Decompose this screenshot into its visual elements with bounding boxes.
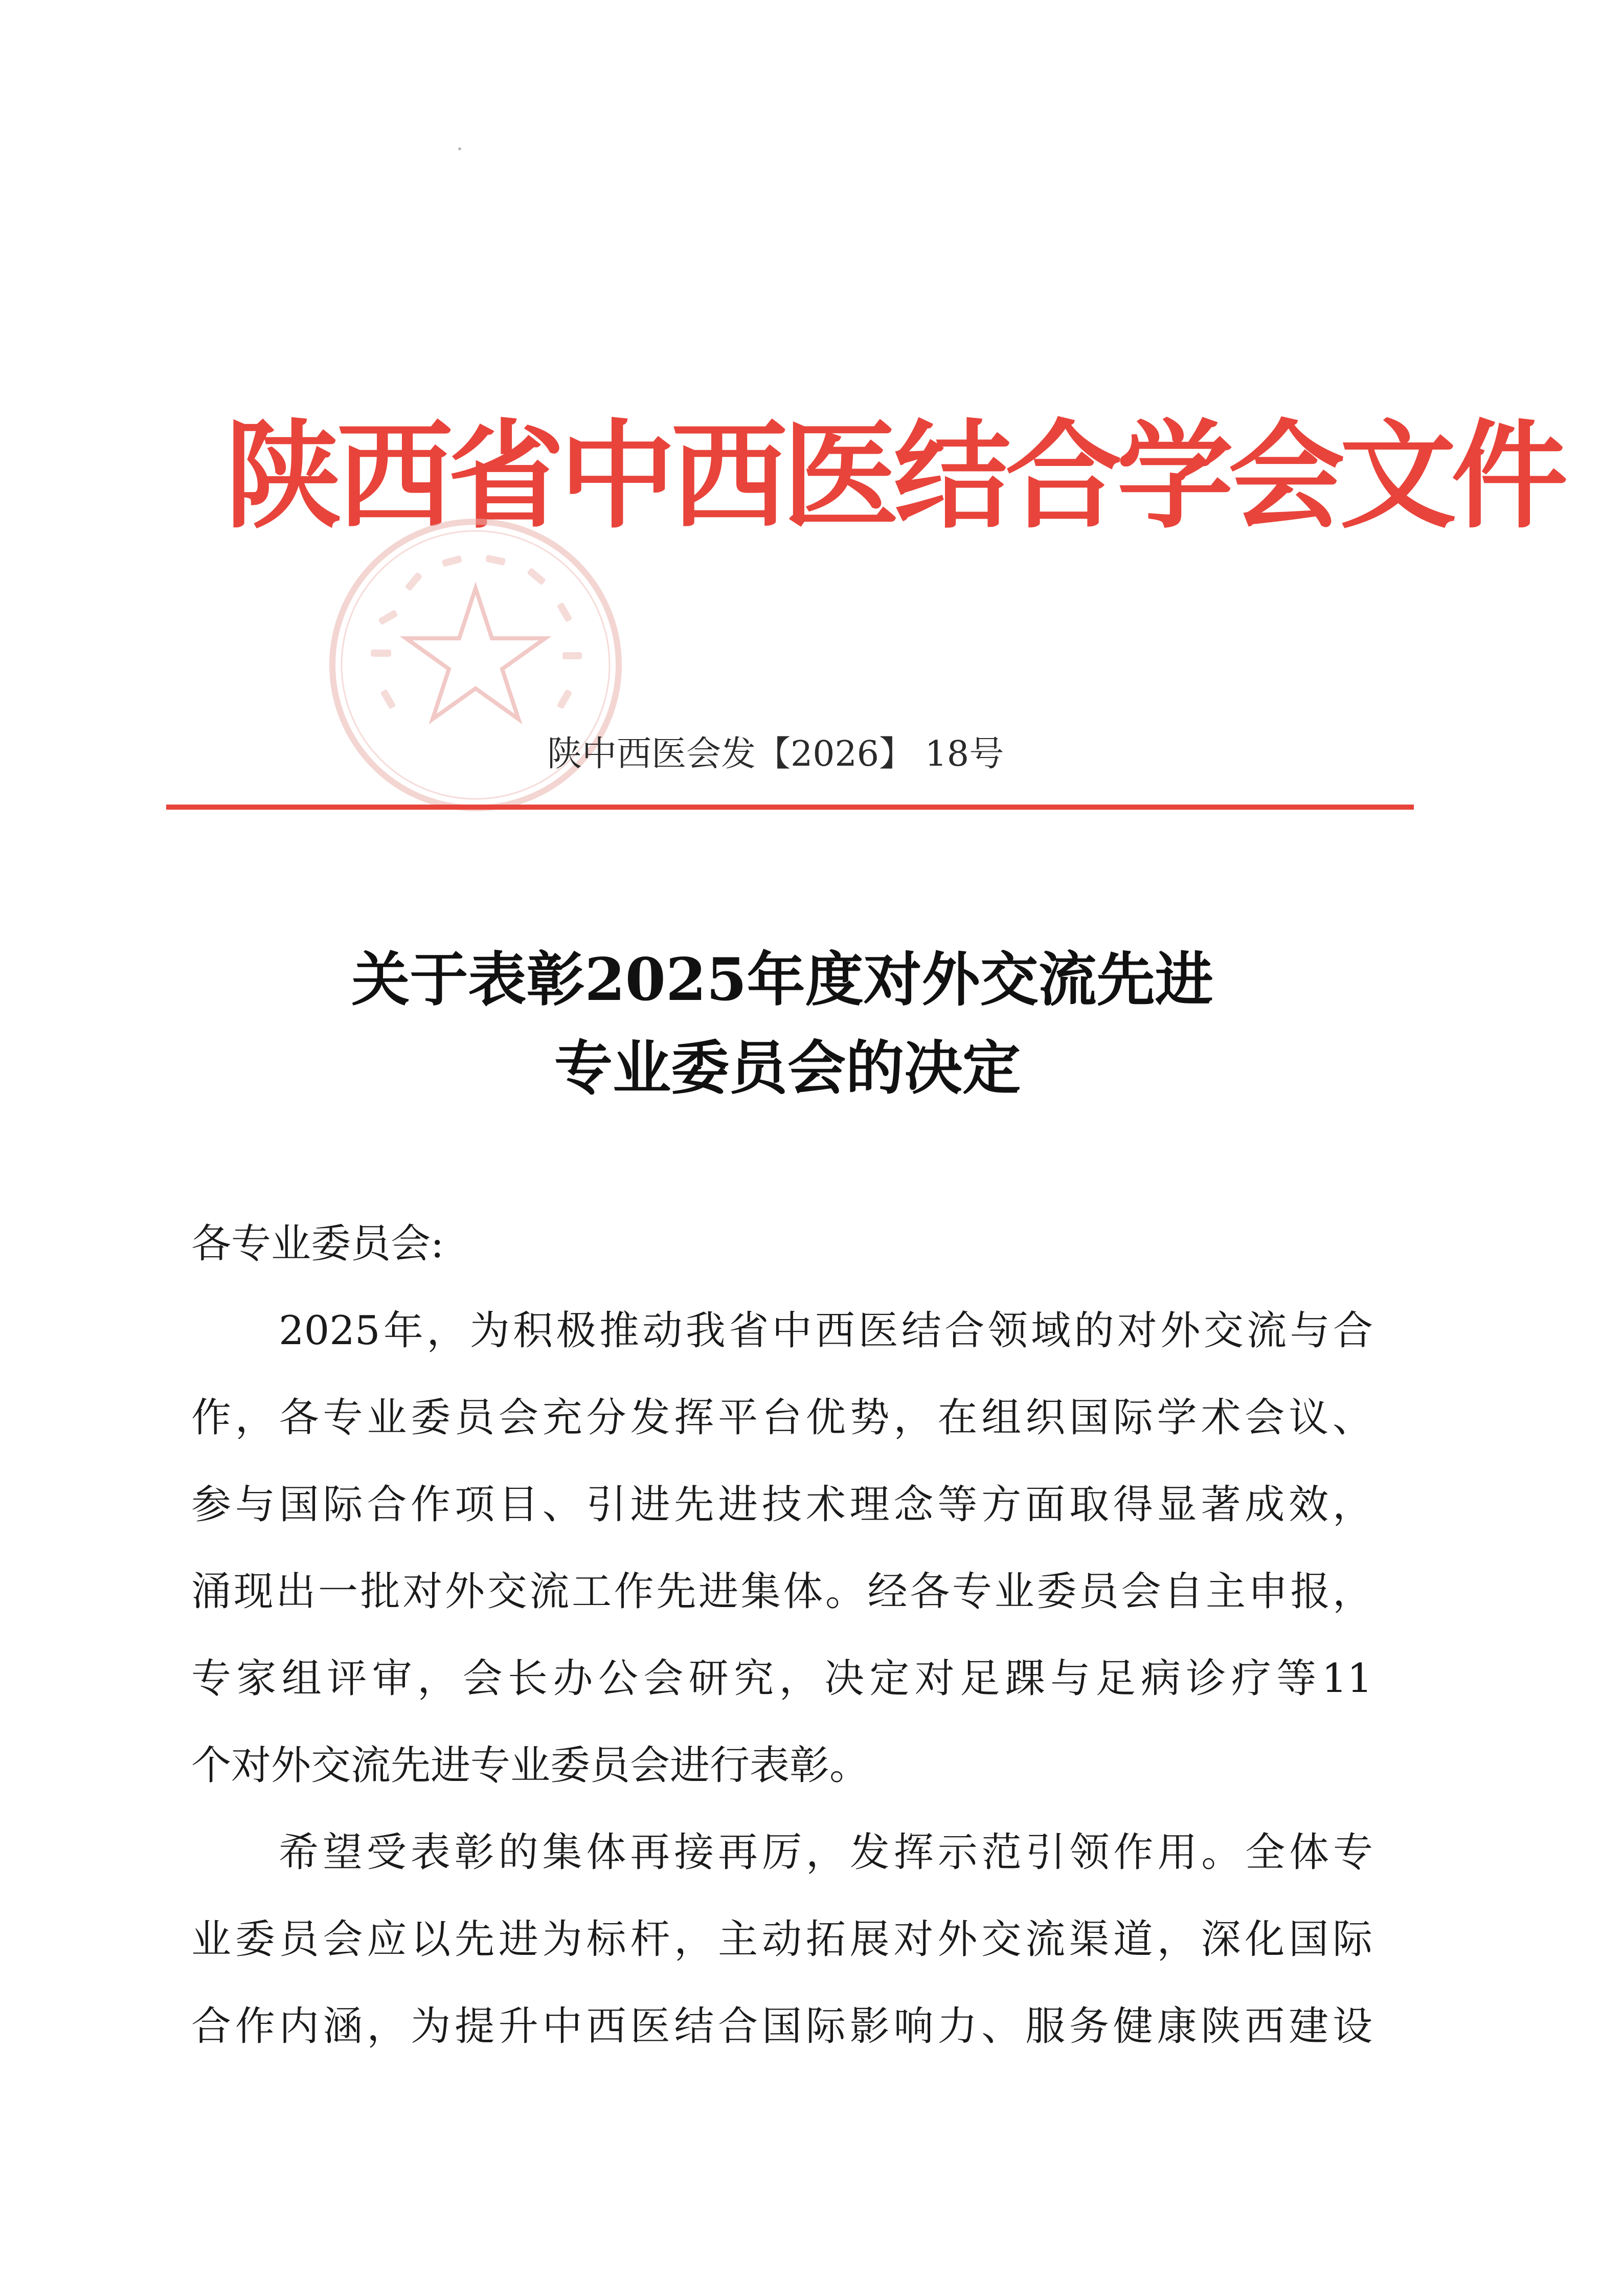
body-line: 个对外交流先进专业委员会进行表彰。 bbox=[191, 1743, 870, 1789]
body-line: 2025年，为积极推动我省中西医结合领域的对外交流与合 bbox=[279, 1308, 1373, 1354]
body-line: 希望受表彰的集体再接再厉，发挥示范引领作用。全体专 bbox=[279, 1830, 1373, 1876]
body-line: 参与国际合作项目、引进先进技术理念等方面取得显著成效， bbox=[191, 1482, 1372, 1528]
body-line: 作，各专业委员会充分发挥平台优势，在组织国际学术会议、 bbox=[191, 1395, 1372, 1441]
body-line: 业委员会应以先进为标杆，主动拓展对外交流渠道，深化国际 bbox=[191, 1916, 1372, 1963]
scan-speck bbox=[458, 147, 461, 150]
document-title-line-1: 关于表彰2025年度对外交流先进 bbox=[351, 945, 1213, 1014]
body-line: 专家组评审，会长办公会研究，决定对足踝与足病诊疗等11 bbox=[191, 1656, 1372, 1702]
document-title-line-2: 专业委员会的决定 bbox=[554, 1034, 1021, 1102]
red-divider-line bbox=[166, 805, 1414, 810]
body-line: 合作内涵，为提升中西医结合国际影响力、服务健康陕西建设 bbox=[191, 2003, 1372, 2049]
document-masthead: 陕西省中西医结合学会文件 bbox=[225, 407, 1563, 544]
body-line: 涌现出一批对外交流工作先进集体。经各专业委员会自主申报， bbox=[191, 1569, 1372, 1615]
salutation: 各专业委员会: bbox=[191, 1221, 444, 1267]
document-number: 陕中西医会发【2026】 18号 bbox=[547, 734, 1004, 774]
